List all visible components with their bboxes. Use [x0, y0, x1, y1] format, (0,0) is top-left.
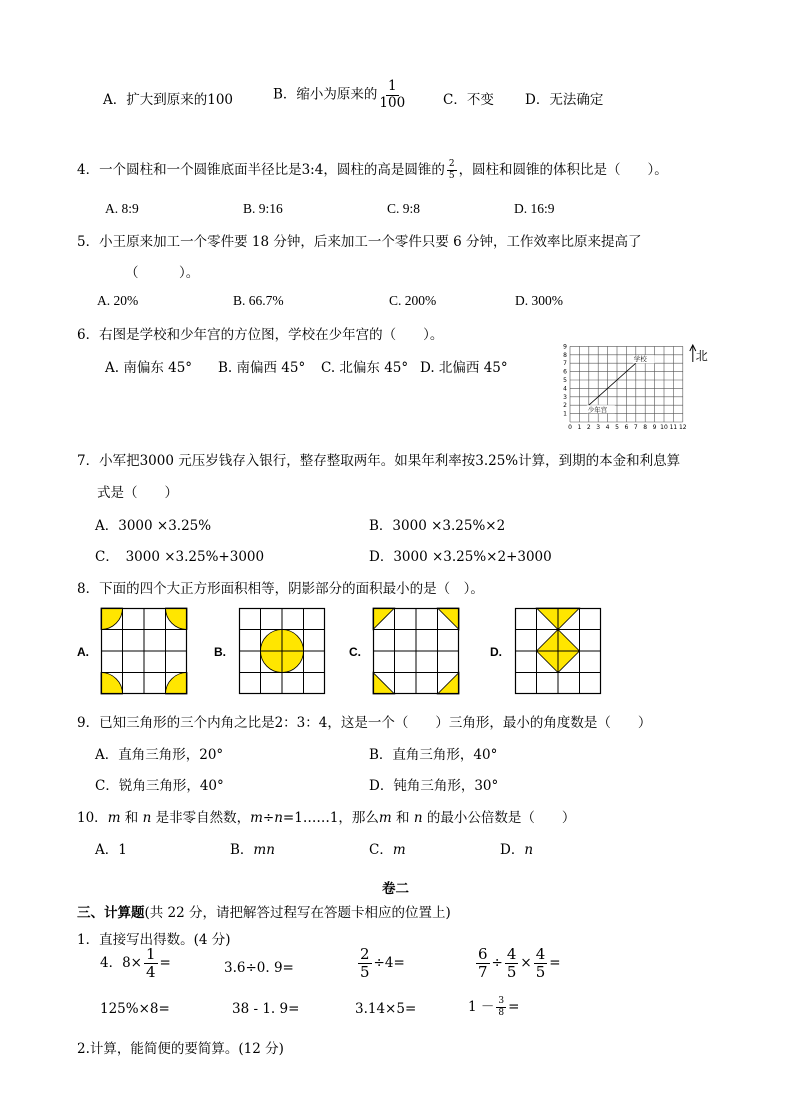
q10-question [77, 806, 575, 826]
fraction-numerator: 4 [506, 945, 517, 963]
q4-option-c: C. 9:8 [387, 201, 421, 216]
fraction-numerator: 2 [448, 159, 455, 169]
q9-option-c: C．锐角三角形，40° [95, 778, 224, 794]
q10-option-a: A．1 [95, 842, 127, 858]
fraction-numerator: 2 [360, 945, 370, 963]
section-heading [77, 901, 451, 921]
q8-label-d: D. [490, 645, 502, 659]
map-x-tick: 11 [669, 424, 678, 431]
section-heading-rest: (共 22 分，请把解答过程写在答题卡相应的位置上) [144, 905, 451, 921]
q10-and: 和 [120, 810, 143, 826]
q10-option-c [369, 838, 406, 858]
q9-option-d: D．钝角三角形，30° [369, 778, 499, 794]
q4-option-d: D. 16:9 [514, 201, 555, 216]
q3-option-b-fraction [379, 80, 405, 110]
q9-option-a: A．直角三角形，20° [95, 747, 224, 763]
q4-text-pre: 4．一个圆柱和一个圆锥底面半径比是3:4，圆柱的高是圆锥的 [77, 162, 445, 178]
q8-question: 8．下面的四个大正方形面积相等，阴影部分的面积最小的是（ ）。 [77, 581, 484, 597]
q5-question-line2: （ ）。 [125, 265, 200, 281]
q7-option-a: A．3000 ×3.25% [95, 518, 212, 534]
map-y-tick: 4 [563, 385, 567, 393]
q3-option-d: D．无法确定 [525, 92, 604, 108]
fraction-numerator: 6 [478, 945, 488, 963]
q4-text-post: ，圆柱和圆锥的体积比是（ ）。 [458, 162, 668, 178]
map-x-tick: 12 [678, 424, 687, 431]
expr-fraction [476, 947, 490, 980]
q5-question-line1: 5．小王原来加工一个零件要 18 分钟，后来加工一个零件只要 6 分钟，工作效率比原来提高了 [77, 234, 642, 250]
option-letter: D． [500, 842, 525, 858]
q10-number: 10． [77, 810, 108, 826]
fraction-numerator: 1 [146, 945, 156, 963]
map-x-tick: 3 [596, 424, 601, 431]
option-var: n [524, 842, 534, 858]
map-school-label: 学校 [633, 355, 647, 364]
q10-text-tail: 的最小公倍数是（ ） [422, 810, 576, 826]
map-x-tick: 4 [605, 424, 610, 431]
calc1-expr-3 [356, 947, 405, 980]
map-x-tick: 10 [660, 424, 668, 431]
q7-option-b: B．3000 ×3.25%×2 [369, 518, 506, 534]
map-x-tick: 9 [652, 424, 657, 431]
q10-var-n2: n [413, 810, 423, 826]
q8-square-c [373, 608, 459, 694]
map-y-tick: 3 [563, 393, 567, 401]
q10-div: ÷ [262, 810, 275, 826]
fraction-denominator: 8 [498, 1008, 505, 1018]
fraction-denominator: 100 [379, 94, 406, 111]
q10-expr-n: n [274, 810, 283, 826]
q3-option-b-text: B．缩小为原来的 [273, 86, 378, 103]
q7-option-c: C． 3000 ×3.25%+3000 [95, 549, 265, 565]
calc1-expr-2: 3.6÷0. 9= [224, 960, 294, 976]
fraction-denominator: 5 [506, 963, 517, 981]
expr-fraction [496, 997, 506, 1018]
fraction-denominator: 5 [360, 963, 370, 981]
map-north-label: 北 [695, 349, 708, 363]
q8-label-c: C. [349, 645, 361, 659]
q4-fraction [447, 160, 457, 181]
q5-option-a: A. 20% [97, 293, 139, 308]
q6-option-b: B. 南偏西 45° [218, 360, 306, 376]
shaded-triangle [438, 608, 460, 630]
section-heading-bold: 三、计算题 [77, 905, 145, 921]
shaded-triangle [438, 673, 460, 695]
q4-option-b: B. 9:16 [243, 201, 283, 216]
q10-option-b [230, 838, 275, 858]
q8-label-b: B. [214, 645, 226, 659]
calc1-expr-6: 38 - 1. 9= [232, 1001, 300, 1017]
calc2-title: 2.计算，能简便的要简算。(12 分) [77, 1041, 284, 1057]
shaded-triangle [373, 673, 395, 695]
shaded-quarter-circle [101, 673, 123, 695]
q5-option-b: B. 66.7% [233, 293, 284, 308]
calc1-expr-4 [474, 947, 561, 980]
q5-option-d: D. 300% [515, 293, 563, 308]
q6-option-c: C. 北偏东 45° [321, 360, 409, 376]
map-y-tick: 8 [563, 351, 567, 359]
map-x-tick: 8 [643, 424, 648, 431]
q3-option-a: A．扩大到原来的100 [103, 92, 234, 108]
map-x-tick: 1 [577, 424, 582, 431]
shaded-quarter-circle [166, 673, 188, 695]
q9-option-b: B．直角三角形，40° [369, 747, 498, 763]
expr-text: 4．8× [100, 955, 142, 971]
expr-text: = [549, 955, 561, 971]
shaded-quarter-circle [166, 608, 188, 630]
map-palace-label: 少年宫 [587, 406, 608, 415]
map-y-tick: 7 [563, 360, 567, 368]
expr-text: = [159, 955, 171, 971]
q8-square-b [239, 608, 325, 694]
expr-text: = [508, 999, 520, 1015]
q5-option-c: C. 200% [389, 293, 437, 308]
calc1-expr-7: 3.14×5= [355, 1001, 417, 1017]
expr-fraction [534, 947, 548, 980]
q8-label-a: A. [77, 645, 89, 659]
q10-text-mid: 是非零自然数， [151, 810, 251, 826]
option-letter: B． [230, 842, 254, 858]
section-title: 卷二 [382, 881, 409, 897]
calc1-title: 1．直接写出得数。(4 分) [77, 932, 231, 948]
expr-operator: ÷ [491, 955, 503, 971]
map-x-tick: 7 [633, 424, 638, 431]
q9-question: 9．已知三角形的三个内角之比是2：3：4，这是一个（ ）三角形，最小的角度数是（ ） [77, 715, 652, 731]
q7-option-d: D．3000 ×3.25%×2+3000 [369, 549, 552, 565]
q3-option-b [273, 80, 407, 110]
q10-and2: 和 [391, 810, 414, 826]
calc1-expr-1 [100, 947, 171, 980]
map-y-tick: 5 [563, 377, 567, 384]
map-x-tick: 0 [568, 424, 572, 431]
expr-text: 1 － [468, 999, 495, 1015]
fraction-denominator: 4 [146, 963, 156, 981]
q10-var-m2: m [378, 810, 392, 826]
map-x-tick: 2 [586, 424, 591, 431]
direction-map [560, 332, 720, 432]
map-y-tick: 2 [563, 402, 567, 410]
calc1-expr-8 [468, 995, 519, 1018]
q7-question-line1: 7．小军把3000 元压岁钱存入银行，整存整取两年。如果年利率按3.25%计算，到期的本金和利息算 [77, 453, 681, 469]
map-y-tick: 1 [563, 410, 567, 418]
q10-text-rest: =1……1，那么 [282, 810, 379, 826]
option-var: mn [253, 842, 275, 858]
q6-option-a: A. 南偏东 45° [105, 360, 193, 376]
expr-text: ÷4= [373, 955, 405, 971]
q8-square-d [515, 608, 601, 694]
shaded-triangle [373, 608, 395, 630]
expr-fraction [358, 947, 372, 980]
map-y-tick: 6 [563, 368, 567, 376]
q4-question [77, 158, 668, 181]
map-x-tick: 5 [615, 424, 619, 431]
option-var: m [392, 842, 406, 858]
q10-expr-m: m [250, 810, 263, 826]
fraction-denominator: 5 [535, 963, 546, 981]
map-x-tick: 6 [624, 424, 629, 431]
expr-operator: × [520, 955, 532, 971]
shaded-quarter-circle [101, 608, 123, 630]
option-letter: C． [369, 842, 393, 858]
fraction-numerator: 4 [535, 945, 546, 963]
q6-question: 6．右图是学校和少年宫的方位图，学校在少年宫的（ ）。 [77, 327, 444, 343]
q7-question-line2: 式是（ ） [97, 485, 178, 501]
map-route-line [589, 363, 636, 405]
map-y-tick: 9 [563, 343, 567, 351]
q8-square-a [101, 608, 187, 694]
fraction-numerator: 3 [498, 996, 505, 1006]
calc1-expr-5: 125%×8= [100, 1001, 170, 1017]
expr-fraction [505, 947, 519, 980]
fraction-denominator: 5 [448, 171, 455, 181]
q6-option-d: D. 北偏西 45° [420, 360, 508, 376]
fraction-numerator: 1 [388, 78, 397, 94]
q10-var-m: m [107, 810, 121, 826]
fraction-denominator: 7 [478, 963, 488, 981]
q4-option-a: A. 8:9 [105, 201, 139, 216]
q10-option-d [500, 838, 533, 858]
expr-fraction [144, 947, 158, 980]
q10-var-n: n [142, 810, 152, 826]
q3-option-c: C．不变 [443, 92, 494, 108]
